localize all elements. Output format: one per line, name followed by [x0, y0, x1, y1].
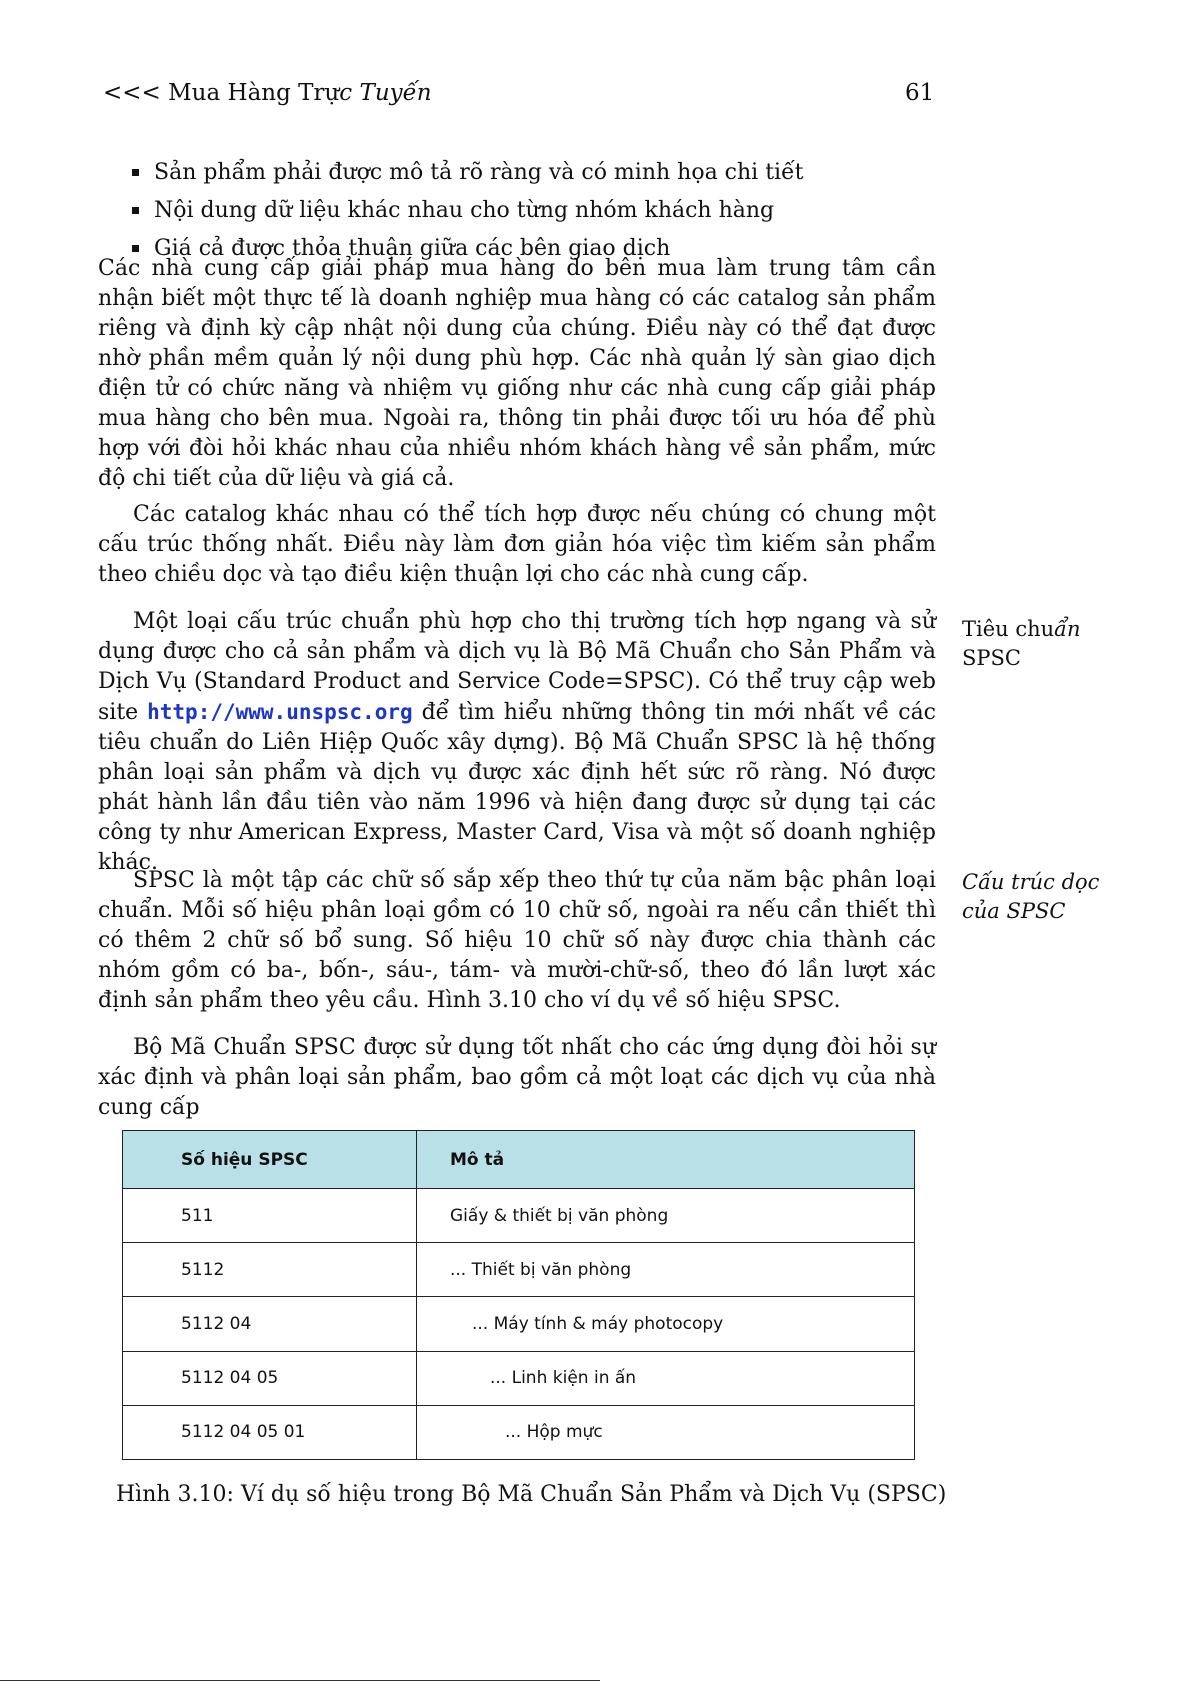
list-item: Sản phẩm phải được mô tả rõ ràng và có minh họa chi tiết: [132, 154, 803, 192]
square-bullet-icon: [132, 207, 139, 214]
header-title-suffix: c Tuyến: [339, 80, 432, 106]
margin-note-spsc-structure: Cấu trúc dọc của SPSC: [962, 870, 1100, 923]
paragraph-5: Bộ Mã Chuẩn SPSC được sử dụng tốt nhất cho các ứng dụng đòi hỏi sự xác định và phân loại sản phẩm, bao gồm cả một loạt các dịch vụ của nhà cung cấp: [98, 1035, 936, 1120]
square-bullet-icon: [132, 245, 139, 252]
margin-note-spsc-standard: Tiêu chuẩn SPSC: [962, 617, 1081, 670]
list-item: Nội dung dữ liệu khác nhau cho từng nhóm khách hàng: [132, 192, 803, 230]
table-row: 5112 04 05 01 ... Hộp mực: [123, 1405, 915, 1459]
table-row: 5112 04 ... Máy tính & máy photocopy: [123, 1297, 915, 1351]
page-header-title: [103, 80, 432, 106]
page-number: 61: [905, 80, 935, 106]
table-header-row: [123, 1131, 915, 1189]
unspsc-link[interactable]: http://www.unspsc.org: [147, 700, 413, 724]
header-title-prefix: <<< Mua Hàng Trự: [103, 80, 340, 106]
list-item: Giá cả được thỏa thuận giữa các bên giao dịch: [132, 230, 803, 268]
footer-divider: [0, 1680, 600, 1681]
table-row: 511 Giấy & thiết bị văn phòng: [123, 1189, 915, 1243]
bullet-list: [132, 154, 803, 268]
paragraph-1: Các nhà cung cấp giải pháp mua hàng do bên mua làm trung tâm cần nhận biết một thực tế là doanh nghiệp mua hàng có các catalog sản phẩm riêng và định kỳ cập nhật nội dung của chúng. Điều này có thể đạt được nhờ phần mềm quản lý nội dung phù hợp. Các nhà quản lý sàn giao dịch điện tử có chức năng và nhiệm vụ giống như các nhà cung cấp giải pháp mua hàng cho bên mua. Ngoài ra, thông tin phải được tối ưu hóa để phù hợp với đòi hỏi khác nhau của nhiều nhóm khách hàng về sản phẩm, mức độ chi tiết của dữ liệu và giá cả.: [98, 256, 936, 491]
table-header-code: Số hiệu SPSC: [123, 1131, 417, 1189]
square-bullet-icon: [132, 169, 139, 176]
paragraph-2: Các catalog khác nhau có thể tích hợp được nếu chúng có chung một cấu trúc thống nhất. Điều này làm đơn giản hóa việc tìm kiếm sản phẩm theo chiều dọc và tạo điều kiện thuận lợi cho các nhà cung cấp.: [98, 502, 936, 587]
figure-caption: Hình 3.10: Ví dụ số hiệu trong Bộ Mã Chuẩn Sản Phẩm và Dịch Vụ (SPSC): [116, 1482, 947, 1507]
spsc-code-table: [122, 1130, 915, 1460]
table-row: 5112 04 05 ... Linh kiện in ấn: [123, 1351, 915, 1405]
paragraph-3: Một loại cấu trúc chuẩn phù hợp cho thị trường tích hợp ngang và sử dụng được cho cả sản phẩm và dịch vụ là Bộ Mã Chuẩn cho Sản Phẩm và Dịch Vụ (Standard Product and Service Code=SPSC). Có thể truy cập web site http://www.unspsc.org để tìm hiểu những thông tin mới nhất về các tiêu chuẩn do Liên Hiệp Quốc xây dựng). Bộ Mã Chuẩn SPSC là hệ thống phân loại sản phẩm và dịch vụ được xác định hết sức rõ ràng. Nó được phát hành lần đầu tiên vào năm 1996 và hiện đang được sử dụng tại các công ty như American Express, Master Card, Visa và một số doanh nghiệp khác.: [98, 609, 937, 875]
table-header-description: Mô tả: [417, 1131, 915, 1189]
table-row: 5112 ... Thiết bị văn phòng: [123, 1243, 915, 1297]
paragraph-4: SPSC là một tập các chữ số sắp xếp theo thứ tự của năm bậc phân loại chuẩn. Mỗi số hiệu phân loại gồm có 10 chữ số, ngoài ra nếu cần thiết thì có thêm 2 chữ số bổ sung. Số hiệu 10 chữ số này được chia thành các nhóm gồm có ba-, bốn-, sáu-, tám- và mười-chữ-số, theo đó lần lượt xác định sản phẩm theo yêu cầu. Hình 3.10 cho ví dụ về số hiệu SPSC.: [98, 868, 936, 1013]
